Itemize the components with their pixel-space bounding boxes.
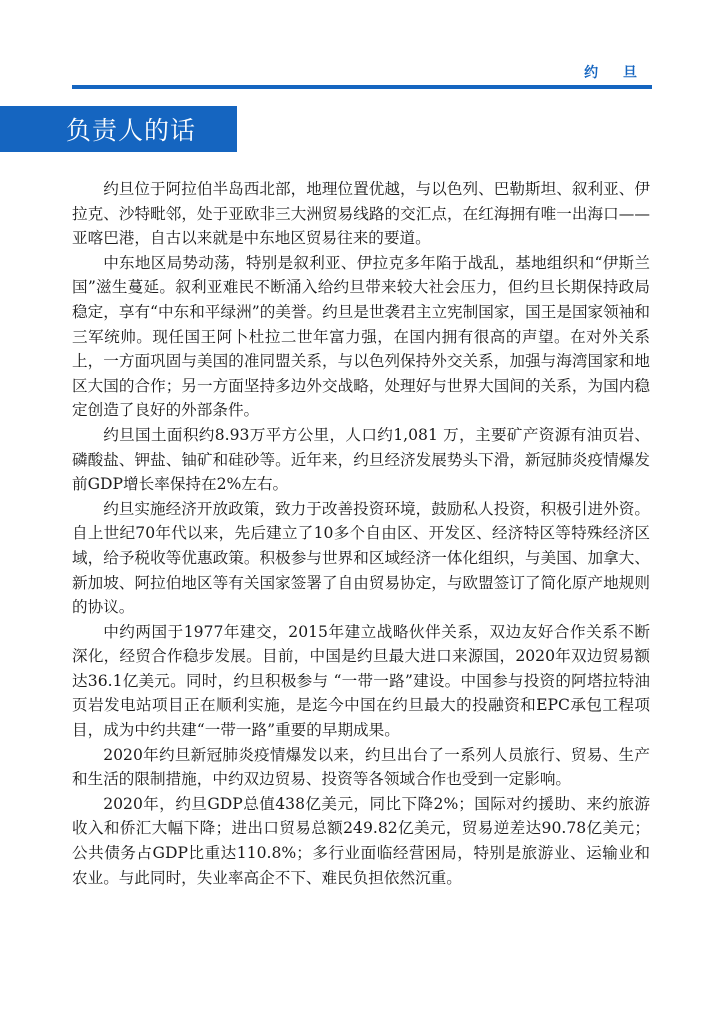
paragraph: 约旦实施经济开放政策，致力于改善投资环境，鼓励私人投资，积极引进外资。自上世纪70年代以来，先后建立了10多个自由区、开发区、经济特区等特殊经济区域，给予税收等优惠政策。积极参与世界和区域经济一体化组织，与美国、加拿大、新加坡、阿拉伯地区等有关国家签署了自由贸易协定，与欧盟签订了简化原产地规则的协议。	[72, 499, 650, 617]
paragraph: 约旦国土面积约8.93万平方公里，人口约1,081 万，主要矿产资源有油页岩、磷酸盐、钾盐、铀矿和硅砂等。近年来，约旦经济发展势头下滑，新冠肺炎疫情爆发前GDP增长率保持在2%左右。	[72, 425, 650, 494]
paragraph: 2020年，约旦GDP总值438亿美元，同比下降2%；国际对约援助、来约旅游收入和侨汇大幅下降；进出口贸易总额249.82亿美元，贸易逆差达90.78亿美元；公共债务占GDP比重达110.8%；多行业面临经营困局，特别是旅游业、运输业和农业。与此同时，失业率高企不下、难民负担依然沉重。	[72, 794, 650, 887]
section-banner	[0, 106, 237, 152]
paragraph: 2020年约旦新冠肺炎疫情爆发以来，约旦出台了一系列人员旅行、贸易、生产和生活的限制措施，中约双边贸易、投资等各领域合作也受到一定影响。	[72, 745, 650, 789]
paragraph: 约旦位于阿拉伯半岛西北部，地理位置优越，与以色列、巴勒斯坦、叙利亚、伊拉克、沙特毗邻，处于亚欧非三大洲贸易线路的交汇点，在红海拥有唯一出海口——亚喀巴港，自古以来就是中东地区贸易往来的要道。	[72, 180, 650, 248]
header-rule	[72, 85, 652, 89]
paragraph: 中东地区局势动荡，特别是叙利亚、伊拉克多年陷于战乱，基地组织和“伊斯兰国”滋生蔓延。叙利亚难民不断涌入给约旦带来较大社会压力，但约旦长期保持政局稳定，享有“中东和平绿洲”的美誉。约旦是世袭君主立宪制国家，国王是国家领袖和三军统帅。现任国王阿卜杜拉二世年富力强，在国内拥有很高的声望。在对外关系上，一方面巩固与美国的准同盟关系，与以色列保持外交关系，加强与海湾国家和地区大国的合作；另一方面坚持多边外交战略，处理好与世界大国间的关系，为国内稳定创造了良好的外部条件。	[72, 253, 650, 420]
paragraph: 中约两国于1977年建交，2015年建立战略伙伴关系，双边友好合作关系不断深化，经贸合作稳步发展。目前，中国是约旦最大进口来源国，2020年双边贸易额达36.1亿美元。同时，约旦积极参与 “一带一路”建设。中国参与投资的阿塔拉特油页岩发电站项目正在顺利实施，是迄今中国在约旦最大的投融资和EPC承包工程项目，成为中约共建“一带一路”重要的早期成果。	[72, 622, 650, 740]
running-header: 约 旦	[584, 65, 647, 81]
section-title: 负责人的话	[66, 116, 197, 145]
body-text	[72, 177, 650, 890]
